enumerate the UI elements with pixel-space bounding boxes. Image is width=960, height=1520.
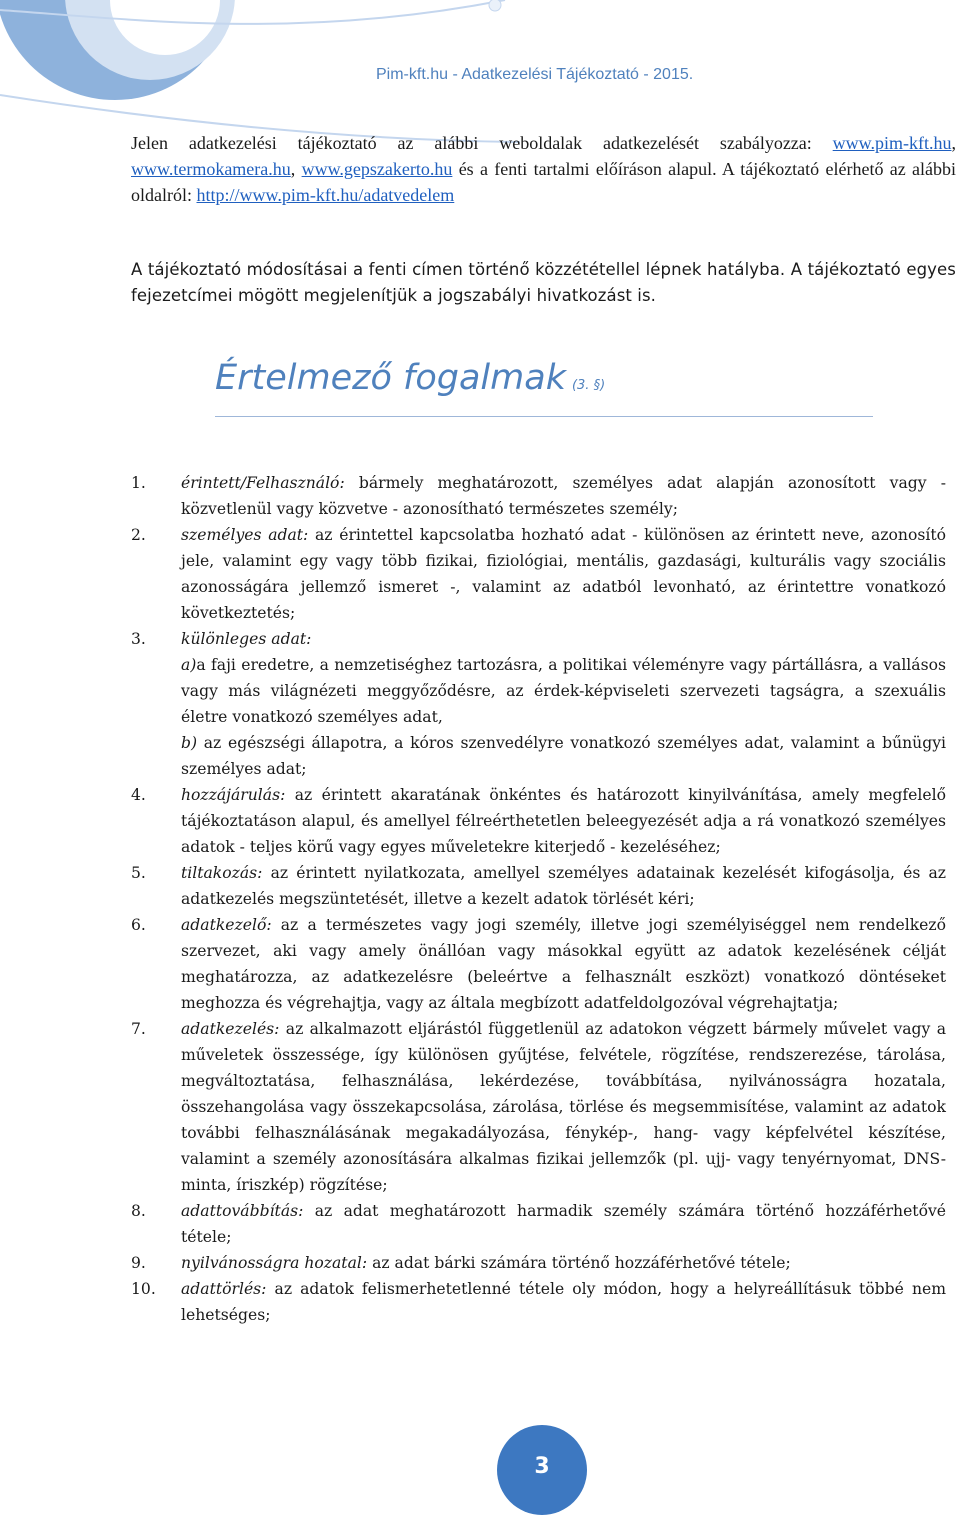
definition-number: 2. — [131, 526, 146, 544]
definition-number: 7. — [131, 1020, 146, 1038]
definition-term: tiltakozás: — [181, 864, 263, 882]
definition-term: adatkezelő: — [181, 916, 272, 934]
definition-item — [131, 1016, 946, 1198]
subitem-letter: a) — [181, 656, 197, 674]
link-gepszakerto[interactable]: www.gepszakerto.hu — [301, 159, 453, 179]
definition-number: 5. — [131, 864, 146, 882]
header-title: Pim-kft.hu - Adatkezelési Tájékoztató - 2015. — [376, 66, 694, 83]
section-reference: (3. §) — [571, 378, 606, 393]
definition-number: 8. — [131, 1202, 146, 1220]
intro-paragraph — [131, 130, 956, 208]
definition-text: az adat bárki számára történő hozzáférhetővé tétele; — [367, 1254, 791, 1272]
section-title: Értelmező fogalmak — [215, 358, 566, 398]
definition-text: az alkalmazott eljárástól függetlenül az adatokon végzett bármely művelet vagy a műveletek összessége, így különösen gyűjtése, felvétele, rögzítése, rendszerezése, tárolása, megváltoztatása, felhasználása, lekérdezése, továbbítása, nyilvánosságra hozatala, összehangolása vagy összekapcsolása, zárolása, törlése és megsemmisítése, valamint az adatok további felhasználásának megakadályozása, fénykép-, hang- vagy képfelvétel készítése, valamint a személy azonosítására alkalmas fizikai jellemzők (pl. ujj- vagy tenyérnyomat, DNS-minta, íriszkép) rögzítése; — [181, 1020, 946, 1194]
definition-item — [131, 1198, 946, 1250]
definition-text: az érintettel kapcsolatba hozható adat - különösen az érintett neve, azonosító jele, valamint egy vagy több fizikai, fiziológiai, mentális, gazdasági, kulturális vagy szociális azonosságára jellemző ismeret -, valamint az adatból levonható, az érintettre vonatkozó következtetés; — [181, 526, 947, 622]
definition-number: 10. — [131, 1280, 156, 1298]
link-pim-kft[interactable]: www.pim-kft.hu — [832, 133, 952, 153]
definition-term: adattörlés: — [181, 1280, 267, 1298]
intro-text: és a fenti tartalmi előíráson alapul. A tájékoztató elérhető az alábbi oldalról: — [131, 159, 957, 205]
definitions-list — [131, 470, 946, 1328]
separator: , — [951, 133, 956, 153]
definition-subitem-a — [181, 652, 946, 730]
link-adatvedelem[interactable]: http://www.pim-kft.hu/adatvedelem — [196, 185, 455, 205]
definition-text: az a természetes vagy jogi személy, illetve jogi személyiséggel nem rendelkező szervezet, aki vagy amely önállóan vagy másokkal együtt az adatok kezelésének célját meghatározza, az adatkezelésre (beleértve a felhasznált eszközt) vonatkozó döntéseket meghozza és végrehajtja, vagy az általa megbízott adatfeldolgozóval végrehajtatja; — [181, 916, 946, 1012]
definition-item — [131, 1250, 946, 1276]
separator: , — [290, 159, 302, 179]
definition-text: az érintett nyilatkozata, amellyel személyes adatainak kezelését kifogásolja, és az adatkezelés megszüntetését, illetve a kezelt adatok törlését kéri; — [181, 864, 946, 908]
link-termokamera[interactable]: www.termokamera.hu — [131, 159, 291, 179]
definition-term: különleges adat: — [181, 630, 312, 648]
definition-number: 4. — [131, 786, 146, 804]
definition-number: 9. — [131, 1254, 146, 1272]
subitem-text: az egészségi állapotra, a kóros szenvedélyre vonatkozó személyes adat, valamint a bűnügyi személyes adat; — [181, 734, 946, 778]
definition-text: az adatok felismerhetetlenné tétele oly módon, hogy a helyreállításuk többé nem lehetséges; — [181, 1280, 946, 1324]
definition-term: nyilvánosságra hozatal: — [181, 1254, 368, 1272]
section-heading — [215, 358, 605, 398]
definition-text: bármely meghatározott, személyes adat alapján azonosított vagy - közvetlenül vagy közvetve - azonosítható természetes személy; — [181, 474, 946, 518]
definition-term: adatkezelés: — [181, 1020, 280, 1038]
page-number: 3 — [534, 1454, 550, 1479]
definition-item — [131, 522, 946, 626]
definition-number: 3. — [131, 630, 146, 648]
definition-item — [131, 782, 946, 860]
definition-term: érintett/Felhasználó: — [181, 474, 345, 492]
definition-item — [131, 860, 946, 912]
heading-divider — [215, 416, 873, 417]
page-number-badge — [497, 1425, 587, 1515]
definition-text: az érintett akaratának önkéntes és határozott kinyilvánítása, amely megfelelő tájékoztatáson alapul, és amellyel félreérthetetlen beleegyezését adja a rá vonatkozó személyes adatok - teljes körű vagy egyes műveletekre kiterjedő - kezeléséhez; — [181, 786, 946, 856]
intro-text: Jelen adatkezelési tájékoztató az alábbi weboldalak adatkezelését szabályozza: — [131, 133, 833, 153]
definition-item — [131, 626, 946, 782]
definition-term: adattovábbítás: — [181, 1202, 304, 1220]
definition-text: az adat meghatározott harmadik személy számára történő hozzáférhetővé tétele; — [181, 1202, 946, 1246]
definition-subitem-b — [181, 730, 946, 782]
subitem-text: a faji eredetre, a nemzetiséghez tartozásra, a politikai véleményre vagy pártállásra, a vallásos vagy más világnézeti meggyőződésre, az érdek-képviseleti szervezeti tagságra, a szexuális életre vonatkozó személyes adat, — [181, 656, 946, 726]
subitem-letter: b) — [181, 734, 198, 752]
definition-item — [131, 470, 946, 522]
definition-number: 1. — [131, 474, 146, 492]
effectivity-paragraph: A tájékoztató módosításai a fenti címen történő közzététellel lépnek hatályba. A tájékoztató egyes fejezetcímei mögött megjelenítjük a jogszabályi hivatkozást is. — [131, 260, 956, 305]
definition-number: 6. — [131, 916, 146, 934]
definition-item — [131, 1276, 946, 1328]
definition-term: személyes adat: — [181, 526, 309, 544]
definition-item — [131, 912, 946, 1016]
definition-term: hozzájárulás: — [181, 786, 286, 804]
